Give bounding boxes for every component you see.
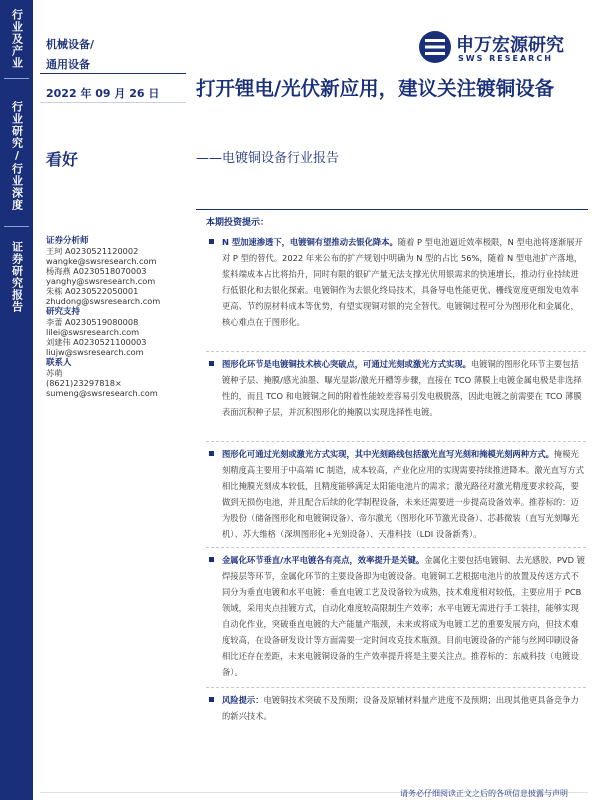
divider — [206, 351, 586, 352]
analyst-email: wangke@swsresearch.com — [46, 256, 157, 266]
divider — [40, 102, 186, 103]
point-lead: N 型加速渗透下，电镀铜有望推动去银化降本。 — [222, 237, 398, 247]
point-body: 电镀铜技术突破不及预期；设备及原辅材料量产进度不及预期；出现其他更具备竞争力的新兴技术。 — [222, 695, 579, 721]
support-email: lilei@swsresearch.com — [46, 327, 140, 337]
sws-logo-icon — [418, 30, 454, 64]
bullet-icon — [209, 451, 214, 456]
logo-subtext: SWS RESEARCH — [458, 54, 553, 63]
divider — [206, 687, 586, 688]
analyst-heading: 证券分析师 — [46, 236, 89, 246]
sidebar-label-securities-report: 证券研究报告 — [10, 241, 24, 313]
report-date: 2022 年 09 月 26 日 — [46, 87, 160, 100]
point-body: 电镀铜的图形化环节主要包括镀种子层、掩膜/感光油墨、曝光显影/激光开槽等步骤，直接在 TCO 薄膜上电镀金属电极是非选择性的，而且 TCO 和电镀铜之间的附着性能较差容易引发电极脱落，因此电镀之前需要在 TCO 薄膜表面沉积种子层，并沉积图形化的掩膜以实现选择性电镀。 — [222, 359, 582, 417]
left-sidebar — [0, 0, 33, 800]
support-email: liujw@swsresearch.com — [46, 347, 144, 357]
summary-point — [206, 552, 586, 682]
analyst-panel — [46, 236, 194, 398]
divider — [206, 547, 586, 548]
point-body: 金属化主要包括电镀铜、去光感胶、PVD 镀焊接层等环节，金属化环节的主要设备即为电镀设备。电镀铜工艺根据电池片的放置及传送方式不同分为垂直电镀和水平电镀：垂直电镀工艺及设备较为成熟，技术难度相对较低，主要应用于 PCB 领域，采用夹点挂镀方式，自动化难度较高限制生产效率；水平电镀无需进行手工装挂，能够实现自动化作业，突破垂直电镀的大产能量产瓶颈，未来或将成为电镀工艺的重要发展方向，但技术难度较高，在设备研发设计等方面需要一定时间攻克技术瓶颈。目前电镀设备的产能与丝网印刷设备相比还存在差距，未来电镀铜设备的生产效率提升将是主要关注点。推荐标的：东威科技（电镀设备）。 — [222, 555, 585, 677]
contact-phone: (8621)23297818× — [46, 378, 122, 388]
summary-point — [206, 692, 586, 726]
support-heading: 研究支持 — [46, 307, 81, 317]
report-title: 打开锂电/光伏新应用，建议关注镀铜设备 — [196, 77, 555, 100]
bullet-icon — [209, 557, 214, 562]
contact-heading: 联系人 — [46, 358, 72, 368]
summary-point — [206, 356, 586, 438]
summary-heading: 本期投资提示： — [206, 218, 270, 228]
sidebar-label-report-type: 行业研究/行业深度 — [10, 101, 24, 211]
analyst-line: 杨海燕 A0230518070003 — [46, 266, 147, 276]
analyst-email: yanghy@swsresearch.com — [46, 276, 156, 286]
point-lead: 金属化环节垂直/水平电镀各有亮点，效率提升是关键。 — [222, 555, 425, 565]
support-line: 刘建伟 A0230521100003 — [46, 337, 147, 347]
contact-email: sumeng@swsresearch.com — [46, 388, 158, 398]
contact-line: 苏萌 — [46, 368, 63, 378]
sector-label: 机械设备/ — [46, 38, 95, 51]
report-subtitle: ——电镀铜设备行业报告 — [196, 151, 340, 166]
point-body: 掩模光刻精度高主要用于中高端 IC 制造，成本较高，产业化应用的实现需要持续推进降本。激光直写方式相比掩膜光刻成本较低，且精度能够满足太阳能电池片的需求；激光路径对激光精度要求较高，要做到无损伤电池，并且配合后续的化学制程设备，未来还需要进一步提高设备效率。推荐标的：迈为股份（储备图形化和电镀铜设备）、帝尔激光（图形化环节激光设备）、芯碁微装（直写光刻曝光机）、苏大维格（深圳图形化+光刻设备）、天准科技（LDI 设备新秀）。 — [222, 449, 584, 539]
bullet-icon — [209, 239, 214, 244]
analyst-email: zhudong@swsresearch.com — [46, 296, 161, 306]
divider — [196, 209, 588, 210]
support-line: 李蕾 A0230519080008 — [46, 317, 139, 327]
analyst-line: 王珂 A0230521120002 — [46, 246, 139, 256]
sidebar-divider — [4, 226, 29, 227]
rating: 看好 — [46, 150, 79, 169]
logo-text: 申万宏源研究 — [456, 35, 564, 56]
summary-point — [206, 446, 586, 544]
point-body: 随着 P 型电池逼近效率极限，N 型电池将逐渐展开对 P 型的替代。2022 年来公布的扩产规划中明确为 N 型的占比 56%，随着 N 型电池扩产落地，浆料端成本占比将抬升，同时有限的银矿产量无法支撑光伏用银需求的快速增长，推动行业持续进行低银化和去银化探索。电镀铜作为去银化终局技术，具备导电性能更优、栅线宽度更细发电效率更高、节约原材料成本等优势，有望实现铜对银的完全替代。电镀铜过程可分为图形化和金属化，核心难点在于图形化。 — [222, 237, 583, 327]
footer-disclaimer: 请务必仔细阅读正文之后的各项信息披露与声明 — [400, 789, 568, 798]
sector-sublabel: 通用设备 — [46, 58, 90, 71]
point-lead: 图形化可通过光刻或激光方式实现，其中光刻路线包括激光直写光刻和掩模光刻两种方式。 — [222, 449, 554, 459]
point-lead: 图形化环节是电镀铜技术核心突破点，可通过光刻或激光方式实现。 — [222, 359, 471, 369]
divider — [40, 73, 186, 74]
bullet-icon — [209, 361, 214, 366]
sidebar-divider — [4, 78, 29, 79]
divider — [206, 441, 586, 442]
analyst-line: 朱栋 A0230522050001 — [46, 286, 139, 296]
point-lead: 风险提示： — [222, 695, 264, 705]
bullet-icon — [209, 697, 214, 702]
summary-point — [206, 234, 586, 348]
sidebar-label-industry: 行业及产业 — [10, 9, 24, 69]
